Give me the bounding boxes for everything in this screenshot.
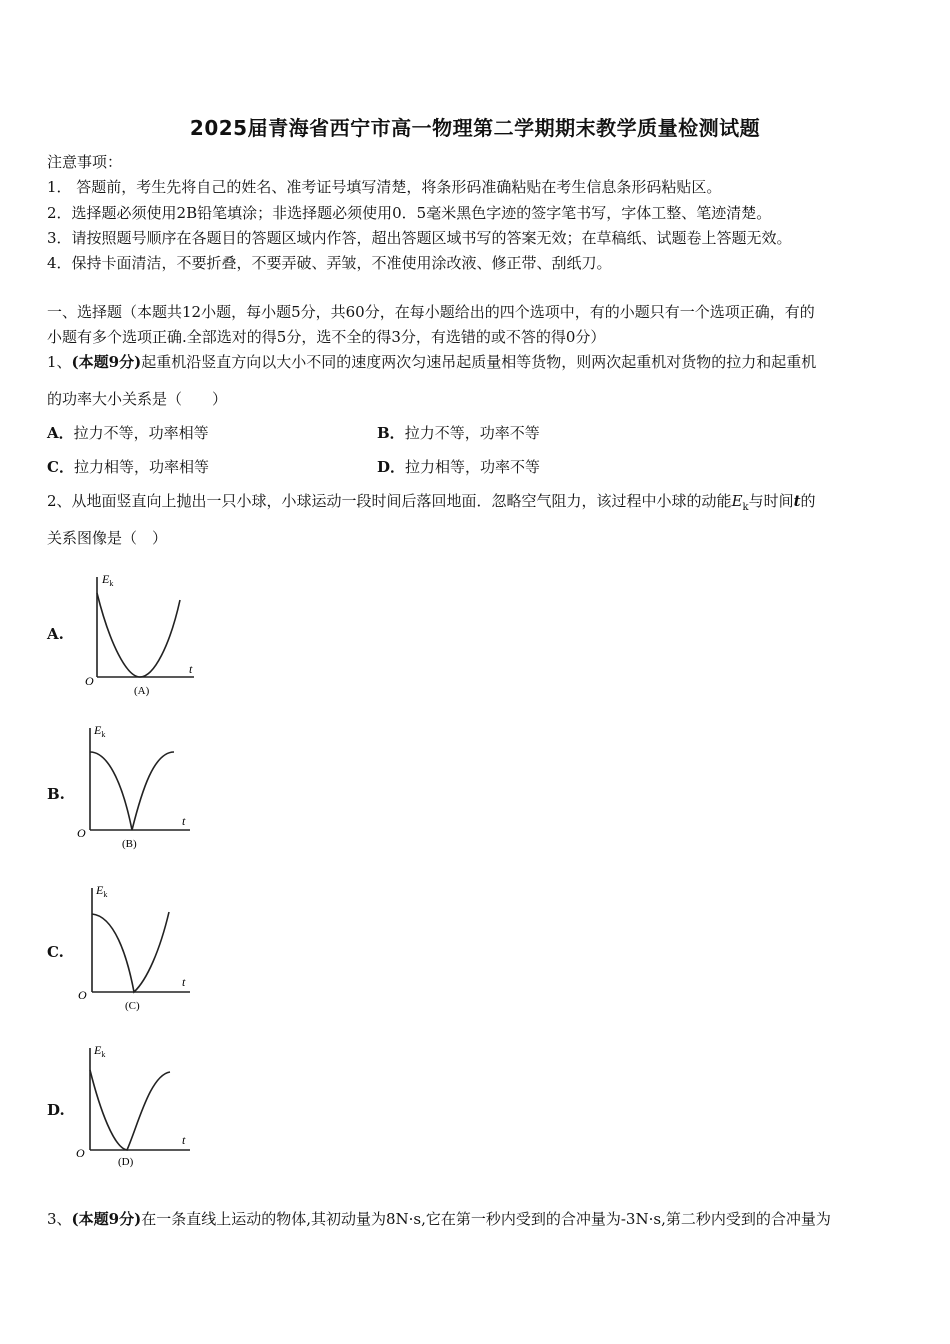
page-title: 2025届青海省西宁市高一物理第二学期期末教学质量检测试题	[189, 116, 761, 140]
question-number: 3、	[47, 1210, 72, 1228]
y-axis-label: $E_k$	[94, 1043, 106, 1059]
q2-graph-b[interactable]	[72, 720, 202, 855]
notice-item: 2．选择题必须使用2B铅笔填涂；非选择题必须使用0．5毫米黑色字迹的签字笔书写，字体工整、笔迹清楚。	[47, 204, 772, 222]
ek-symbol: E	[731, 492, 743, 510]
graph-caption: (B)	[122, 838, 137, 850]
option-letter: A．	[47, 424, 74, 442]
x-axis-label: t	[182, 814, 186, 828]
graph-caption: (D)	[118, 1156, 134, 1168]
origin-label: O	[77, 826, 86, 840]
y-axis-label: $E_k$	[94, 723, 106, 739]
ek-curve	[92, 912, 169, 992]
option-text: 拉力相等，功率相等	[73, 458, 209, 476]
section-instructions-line2: 小题有多个选项正确.全部选对的得5分，选不全的得3分，有选错的或不答的得0分）	[47, 328, 606, 346]
option-letter: D．	[377, 458, 406, 476]
option-text: 拉力不等，功率相等	[73, 424, 209, 442]
q2-option-c-label[interactable]: C.	[47, 943, 64, 961]
option-letter: B．	[377, 424, 405, 442]
section-instructions-line1: 一、选择题（本题共12小题，每小题5分，共60分，在每小题给出的四个选项中，有的小题只有一个选项正确，有的	[47, 303, 815, 321]
ek-curve	[90, 752, 174, 830]
question-2-stem-cont: 关系图像是（ ）	[47, 529, 168, 547]
question-score: (本题9分)	[71, 353, 142, 371]
x-axis-label: t	[182, 1133, 186, 1147]
question-text: 的	[800, 492, 816, 510]
origin-label: O	[85, 674, 94, 688]
q1-option-a[interactable]	[47, 423, 209, 443]
q2-graph-c[interactable]	[72, 880, 202, 1015]
ek-curve	[97, 593, 180, 677]
option-letter: C．	[47, 458, 74, 476]
q1-option-d[interactable]	[377, 457, 540, 477]
origin-label: O	[76, 1146, 85, 1160]
y-axis-label: $E_k$	[96, 883, 108, 899]
option-text: 拉力不等，功率不等	[404, 424, 540, 442]
q2-option-d-label[interactable]: D.	[47, 1101, 65, 1119]
question-3-stem	[47, 1209, 831, 1229]
ek-subscript: k	[742, 502, 749, 513]
question-text: 在一条直线上运动的物体,其初动量为8N·s,它在第一秒内受到的合冲量为-3N·s,第二秒内受到的合冲量为	[141, 1210, 831, 1228]
notice-heading: 注意事项：	[47, 153, 123, 171]
question-number: 1、	[47, 353, 72, 371]
y-axis-label: $E_k$	[102, 572, 114, 588]
question-text: 2、从地面竖直向上抛出一只小球，小球运动一段时间后落回地面．忽略空气阻力，该过程中小球的动能	[47, 492, 732, 510]
notice-item: 3．请按照题号顺序在各题目的答题区域内作答，超出答题区域书写的答案无效；在草稿纸、试题卷上答题无效。	[47, 229, 792, 247]
graph-caption: (C)	[125, 1000, 140, 1012]
q2-graph-d[interactable]	[72, 1040, 202, 1175]
ek-curve	[90, 1070, 170, 1150]
notice-item: 4．保持卡面清洁，不要折叠，不要弄破、弄皱，不准使用涂改液、修正带、刮纸刀。	[47, 254, 612, 272]
x-axis-label: t	[189, 662, 193, 676]
t-symbol: t	[793, 492, 801, 510]
q1-option-b[interactable]	[377, 423, 540, 443]
notice-item: 1． 答题前，考生先将自己的姓名、准考证号填写清楚，将条形码准确粘贴在考生信息条形码粘贴区。	[47, 178, 722, 196]
q1-option-c[interactable]	[47, 457, 209, 477]
q2-option-b-label[interactable]: B.	[47, 785, 65, 803]
question-score: (本题9分)	[71, 1210, 142, 1228]
origin-label: O	[78, 988, 87, 1002]
q2-graph-a[interactable]	[72, 565, 202, 700]
question-text: 起重机沿竖直方向以大小不同的速度两次匀速吊起质量相等货物，则两次起重机对货物的拉力和起重机	[141, 353, 817, 371]
option-text: 拉力相等，功率不等	[405, 458, 541, 476]
graph-caption: (A)	[134, 685, 150, 697]
x-axis-label: t	[182, 975, 186, 989]
question-2-stem	[47, 491, 816, 518]
q2-option-a-label[interactable]: A.	[47, 625, 64, 643]
question-1-stem-cont: 的功率大小关系是（ ）	[47, 390, 228, 408]
question-1-stem	[47, 352, 816, 372]
question-text: 与时间	[748, 492, 794, 510]
